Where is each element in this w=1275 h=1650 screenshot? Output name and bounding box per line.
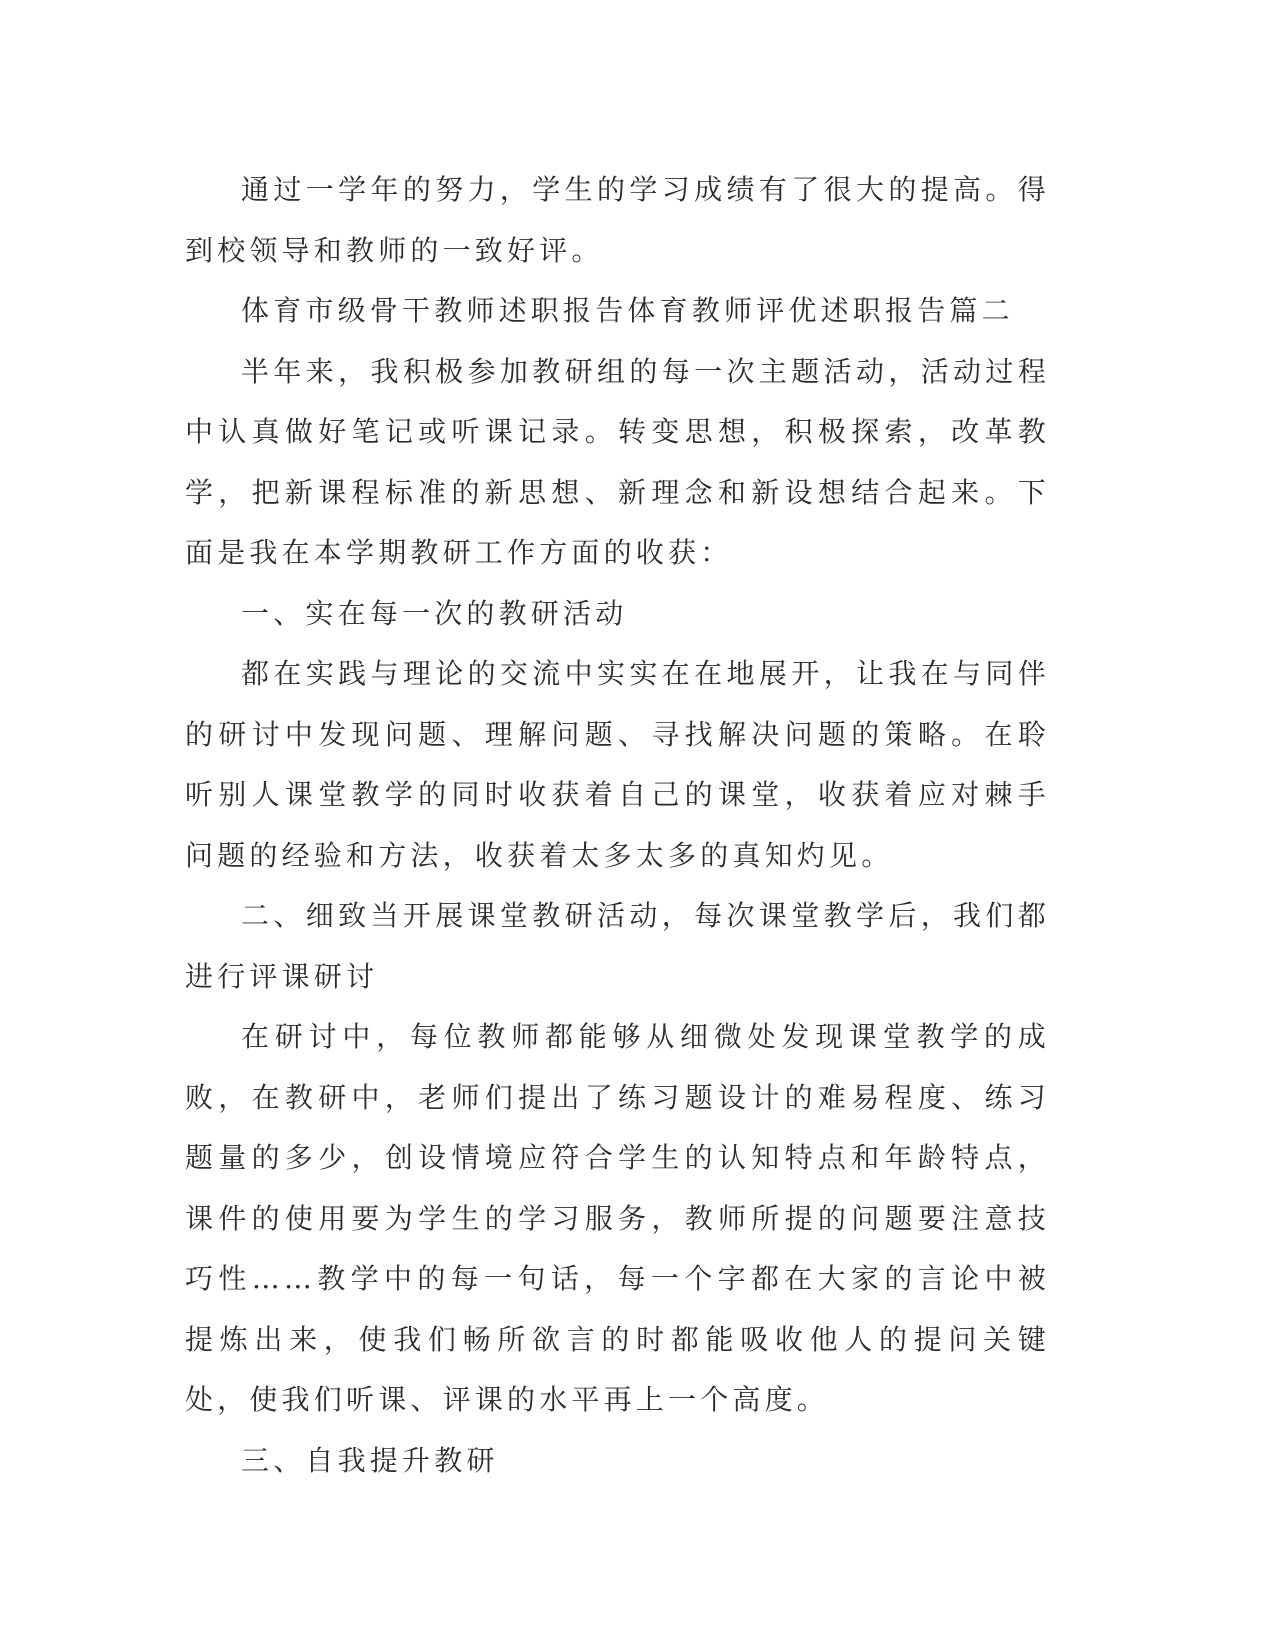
section-heading-1: 一、实在每一次的教研活动 (241, 596, 628, 630)
document-body (185, 160, 1050, 1491)
paragraph-summary: 通过一学年的努力，学生的学习成绩有了很大的提高。得到校领导和教师的一致好评。 (185, 173, 1050, 267)
paragraph-intro: 半年来，我积极参加教研组的每一次主题活动，活动过程中认真做好笔记或听课记录。转变思想，积极探索，改革教学，把新课程标准的新思想、新理念和新设想结合起来。下面是我在本学期教研工作方面的收获： (185, 354, 1050, 569)
section-heading-report-2: 体育市级骨干教师述职报告体育教师评优述职报告篇二 (241, 294, 1014, 327)
paragraph-section-2: 在研讨中，每位教师都能够从细微处发现课堂教学的成败，在教研中，老师们提出了练习题设计的难易程度、练习题量的多少，创设情境应符合学生的认知特点和年龄特点，课件的使用要为学生的学习服务，教师所提的问题要注意技巧性……教学中的每一句话，每一个字都在大家的言论中被提炼出来，使我们畅所欲言的时都能吸收他人的提问关键处，使我们听课、评课的水平再上一个高度。 (185, 1020, 1050, 1416)
section-heading-3: 三、自我提升教研 (241, 1443, 499, 1477)
paragraph-section-1: 都在实践与理论的交流中实实在在地展开，让我在与同伴的研讨中发现问题、理解问题、寻找解决问题的策略。在聆听别人课堂教学的同时收获着自己的课堂，收获着应对棘手问题的经验和方法，收获着太多太多的真知灼见。 (185, 657, 1050, 872)
section-heading-2: 二、细致当开展课堂教研活动，每次课堂教学后，我们都进行评课研讨 (185, 899, 1050, 993)
